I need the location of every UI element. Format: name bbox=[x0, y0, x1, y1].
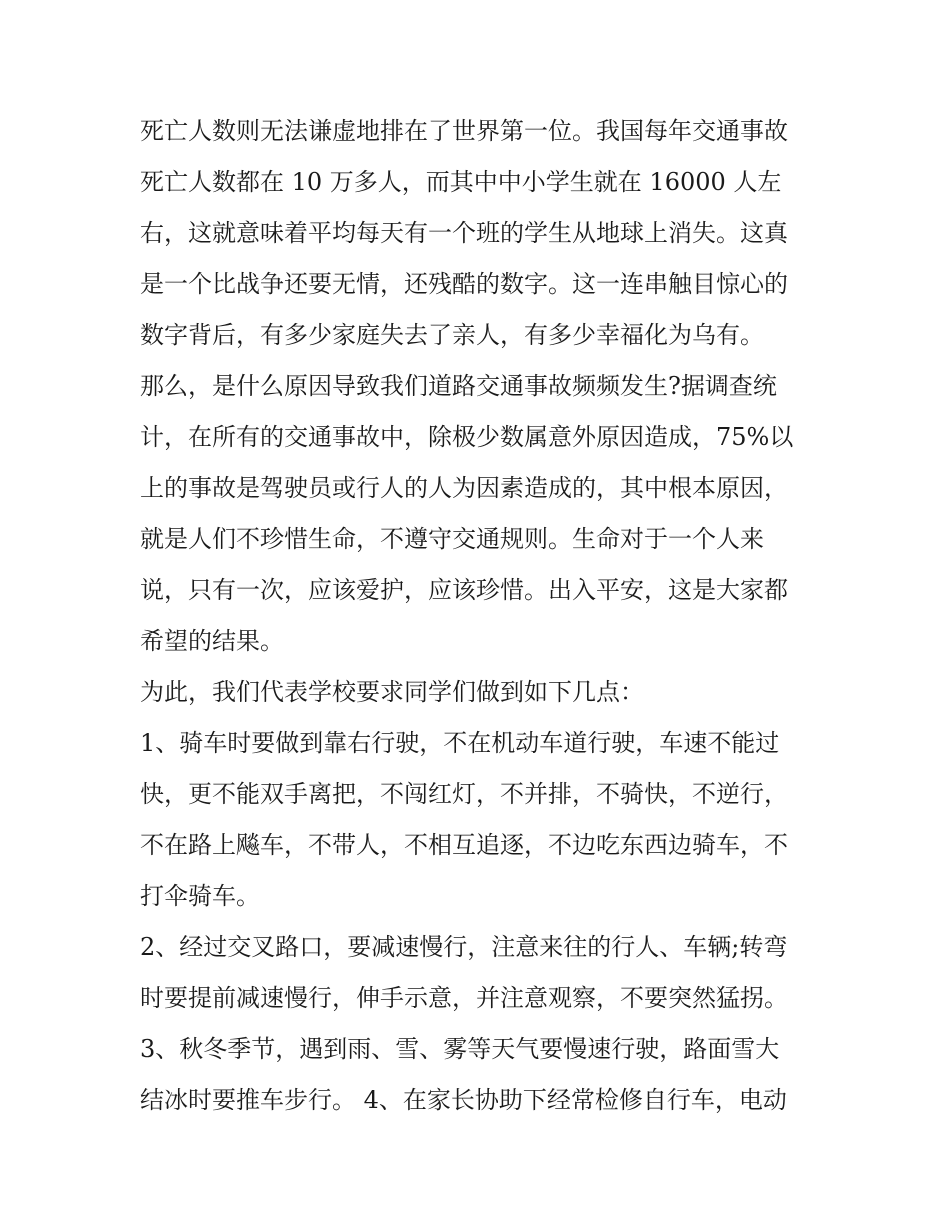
text-line-6: 那么，是什么原因导致我们道路交通事故频频发生?据调查统 bbox=[140, 372, 777, 400]
text-line-17: 2、经过交叉路口，要减速慢行，注意来往的行人、车辆;转弯 bbox=[140, 933, 788, 961]
text-line-19: 3、秋冬季节，遇到雨、雪、雾等天气要慢速行驶，路面雪大 bbox=[140, 1035, 780, 1063]
text-line-11: 希望的结果。 bbox=[140, 627, 284, 655]
document-body bbox=[140, 106, 820, 1126]
text-line-13: 1、骑车时要做到靠右行驶，不在机动车道行驶，车速不能过 bbox=[140, 729, 780, 757]
text-line-10: 说，只有一次，应该爱护，应该珍惜。出入平安，这是大家都 bbox=[140, 576, 788, 604]
text-line-2: 死亡人数都在 10 万多人，而其中中小学生就在 16000 人左 bbox=[140, 168, 782, 196]
text-line-14: 快，更不能双手离把，不闯红灯，不并排，不骑快，不逆行， bbox=[140, 780, 788, 808]
text-line-1: 死亡人数则无法谦虚地排在了世界第一位。我国每年交通事故 bbox=[140, 117, 788, 145]
text-line-12: 为此，我们代表学校要求同学们做到如下几点： bbox=[140, 678, 644, 706]
text-line-20: 结冰时要推车步行。 4、在家长协助下经常检修自行车，电动 bbox=[140, 1086, 787, 1114]
text-line-16: 打伞骑车。 bbox=[140, 882, 260, 910]
text-line-4: 是一个比战争还要无情，还残酷的数字。这一连串触目惊心的 bbox=[140, 270, 788, 298]
text-line-8: 上的事故是驾驶员或行人的人为因素造成的，其中根本原因， bbox=[140, 474, 788, 502]
text-line-18: 时要提前减速慢行，伸手示意，并注意观察，不要突然猛拐。 bbox=[140, 984, 788, 1012]
text-line-7: 计，在所有的交通事故中，除极少数属意外原因造成，75%以 bbox=[140, 423, 794, 451]
text-line-9: 就是人们不珍惜生命，不遵守交通规则。生命对于一个人来 bbox=[140, 525, 764, 553]
text-line-5: 数字背后，有多少家庭失去了亲人，有多少幸福化为乌有。 bbox=[140, 321, 764, 349]
text-line-15: 不在路上飚车，不带人，不相互追逐，不边吃东西边骑车，不 bbox=[140, 831, 788, 859]
text-line-3: 右，这就意味着平均每天有一个班的学生从地球上消失。这真 bbox=[140, 219, 788, 247]
